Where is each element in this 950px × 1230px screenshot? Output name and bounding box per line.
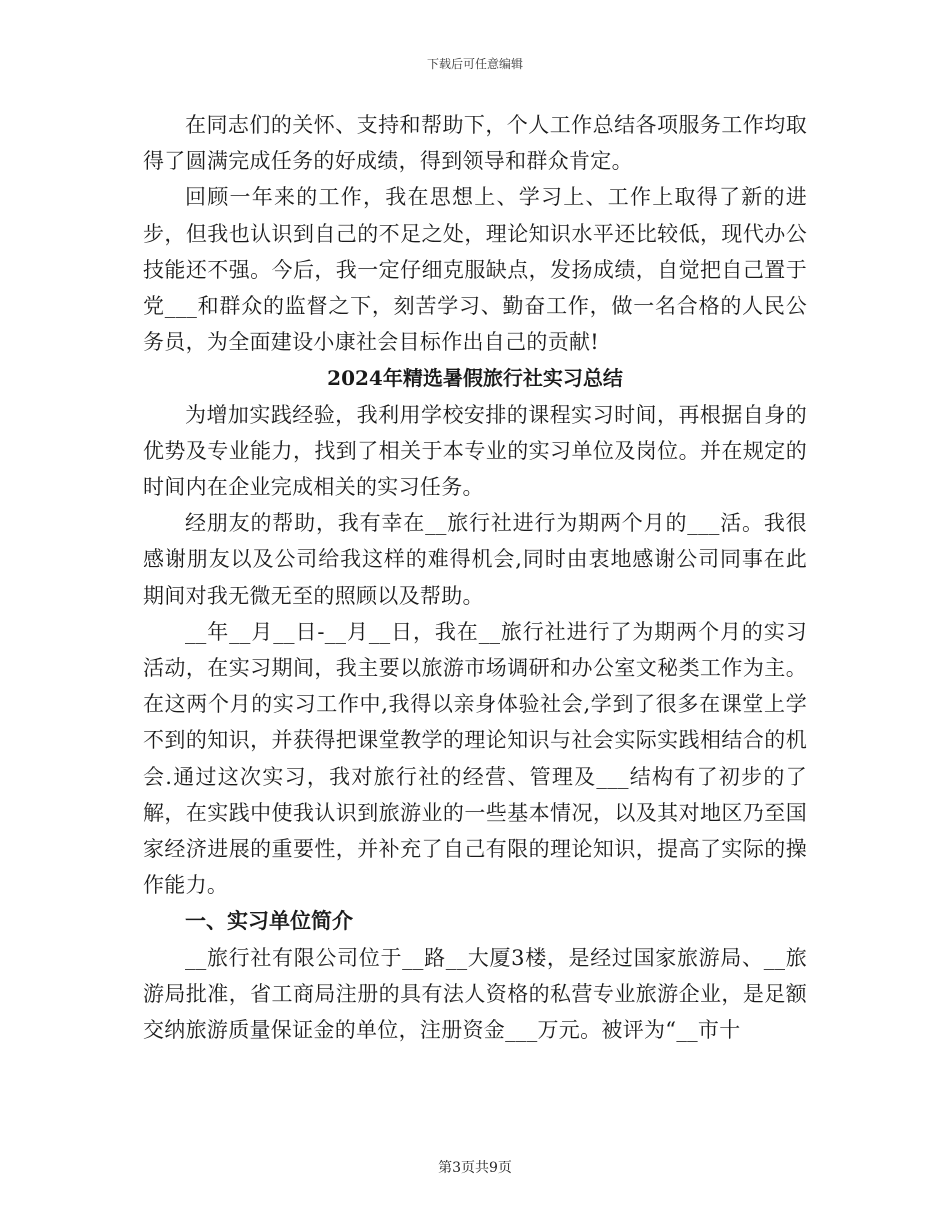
intro-paragraph: 回顾一年来的工作，我在思想上、学习上、工作上取得了新的进步，但我也认识到自己的不足之处，理论知识水平还比较低，现代办公技能还不强。今后，我一定仔细克服缺点，发扬成绩，自觉把自己置于党___和群众的监督之下，刻苦学习、勤奋工作，做一名合格的人民公务员，为全面建设小康社会目标作出自己的贡献! [143, 185, 807, 355]
section-paragraph: __旅行社有限公司位于__路__大厦3楼，是经过国家旅游局、__旅游局批准，省工商局注册的具有法人资格的私营专业旅游企业，是足额交纳旅游质量保证金的单位，注册资金___万元。被评为“__市十 [143, 945, 807, 1043]
page-header: 下载后可任意编辑 [426, 57, 523, 71]
article-paragraph: 经朋友的帮助，我有幸在__旅行社进行为期两个月的___活。我很感谢朋友以及公司给我这样的难得机会,同时由衷地感谢公司同事在此期间对我无微无至的照顾以及帮助。 [143, 511, 807, 608]
section-heading: 一、实习单位简介 [185, 908, 353, 934]
article-paragraph: __年__月__日-__月__日，我在__旅行社进行了为期两个月的实习活动，在实习期间，我主要以旅游市场调研和办公室文秘类工作为主。在这两个月的实习工作中,我得以亲身体验社会,学到了很多在课堂上学不到的知识，并获得把课堂教学的理论知识与社会实际实践相结合的机会.通过这次实习，我对旅行社的经营、管理及___结构有了初步的了解，在实践中使我认识到旅游业的一些基本情况，以及其对地区乃至国家经济进展的重要性，并补充了自己有限的理论知识，提高了实际的操作能力。 [143, 619, 807, 898]
article-paragraph: 为增加实践经验，我利用学校安排的课程实习时间，再根据自身的优势及专业能力，找到了相关于本专业的实习单位及岗位。并在规定的时间内在企业完成相关的实习任务。 [143, 402, 807, 500]
document-body [143, 107, 807, 1048]
page-number: 第3页共9页 [438, 1160, 512, 1176]
intro-paragraph: 在同志们的关怀、支持和帮助下，个人工作总结各项服务工作均取得了圆满完成任务的好成绩，得到领导和群众肯定。 [143, 113, 807, 174]
article-title: 2024年精选暑假旅行社实习总结 [327, 366, 623, 391]
